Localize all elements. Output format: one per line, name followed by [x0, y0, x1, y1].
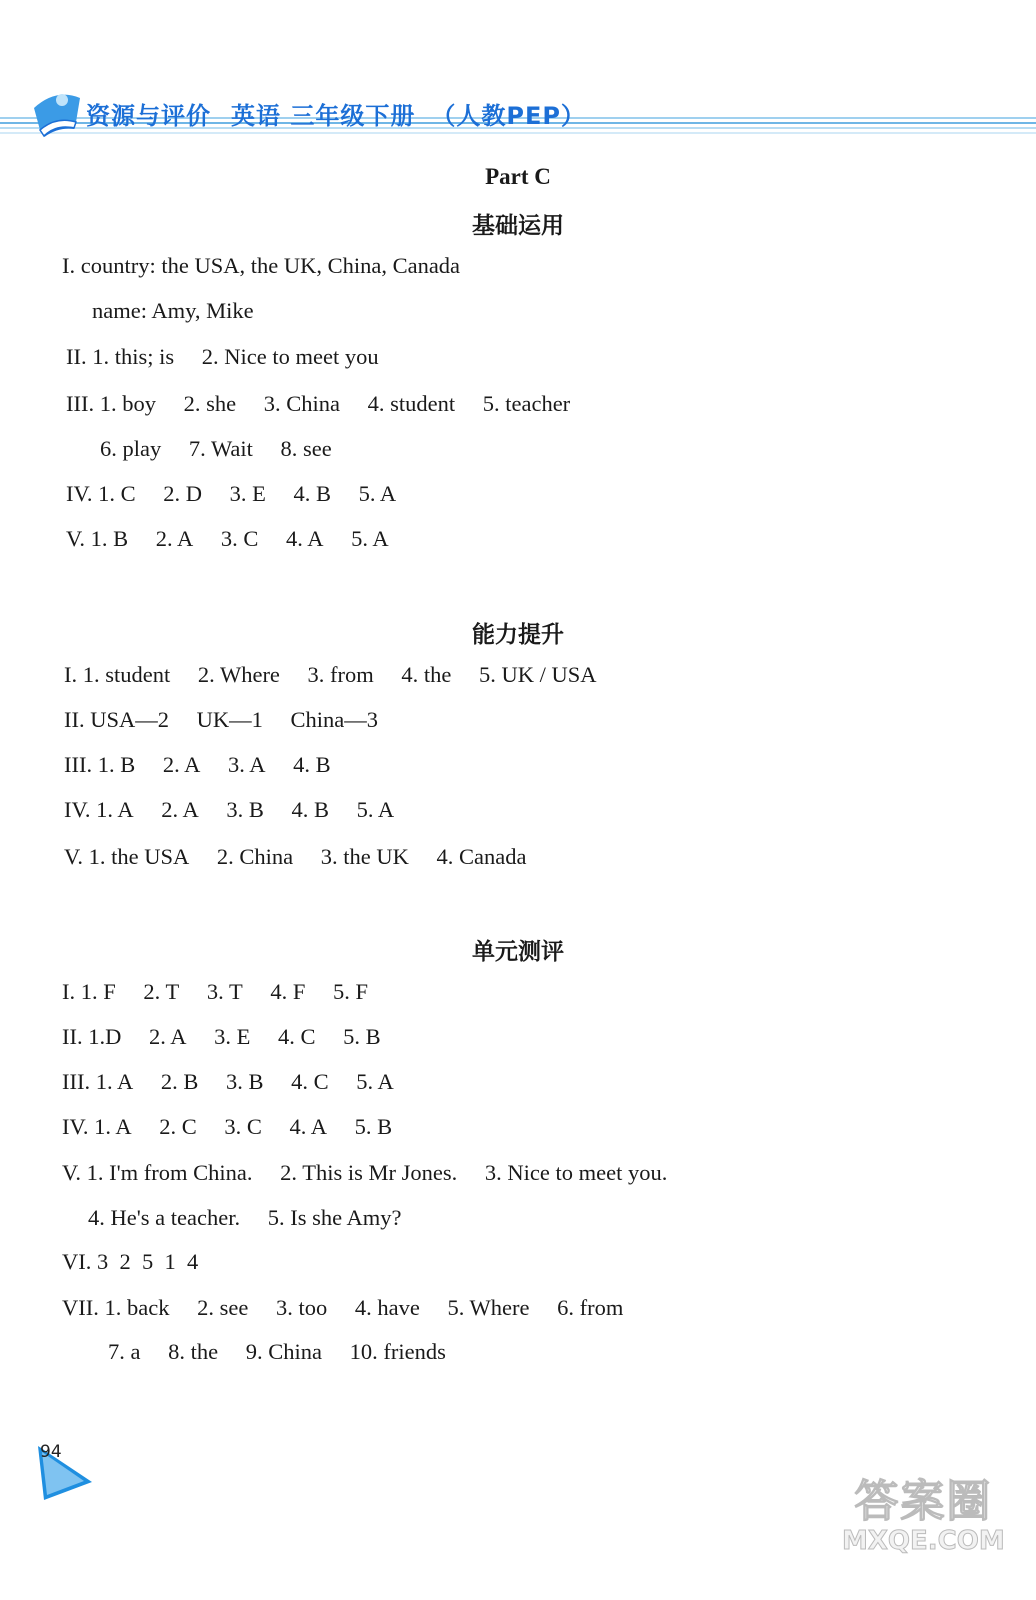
answer-item: 8. see: [280, 436, 332, 461]
answer-item: name: Amy, Mike: [92, 298, 254, 323]
answer-item: 4. have: [354, 1295, 420, 1320]
answer-item: 5. B: [343, 1024, 381, 1049]
answer-item: 2. A: [162, 752, 201, 777]
answer-item: 3. China: [263, 391, 340, 416]
answer-item: 3. E: [214, 1024, 251, 1049]
header-title: [86, 96, 586, 131]
answer-item: 4. the: [401, 662, 452, 687]
answer-line: [62, 978, 368, 1006]
answer-line: [64, 661, 597, 689]
watermark-en: MXQE.COM: [842, 1526, 1005, 1556]
answer-item: 5. B: [354, 1114, 393, 1139]
answer-item: 2. A: [155, 526, 194, 551]
answer-item: 3. E: [229, 481, 266, 506]
answer-item: 2. China: [216, 844, 294, 869]
answer-line: [66, 480, 396, 508]
answer-item: III. 1. boy: [66, 391, 156, 416]
answer-line: [100, 435, 332, 463]
answer-item: 2. Nice to meet you: [201, 344, 379, 369]
answer-item: 2. B: [160, 1069, 199, 1094]
watermark: [842, 1478, 1005, 1556]
answer-item: 4. He's a teacher.: [88, 1205, 241, 1230]
answer-item: III. 1. A: [62, 1069, 134, 1094]
answer-line: [66, 525, 389, 553]
answer-item: 4. B: [293, 752, 331, 777]
answer-line: [92, 297, 254, 325]
answer-item: 2. T: [143, 979, 180, 1004]
answer-item: I. country: the USA, the UK, China, Canada: [62, 253, 461, 278]
answer-item: II. 1. this; is: [66, 344, 175, 369]
answer-item: 6. play: [100, 436, 162, 461]
answer-line: [62, 1023, 381, 1051]
page-header: [0, 78, 1036, 148]
answer-item: 10. friends: [349, 1339, 446, 1364]
answer-item: I. 1. student: [64, 662, 171, 687]
answer-line: [66, 390, 570, 418]
answer-item: V. 1. the USA: [64, 844, 190, 869]
answer-item: 3. too: [275, 1295, 328, 1320]
answer-item: 3. A: [228, 752, 266, 777]
section-title-advanced: 能力提升: [472, 622, 564, 647]
answer-item: 2. she: [183, 391, 237, 416]
section-title-basic: 基础运用: [472, 213, 564, 238]
answer-item: 7. a: [108, 1339, 141, 1364]
answer-item: 5. UK / USA: [479, 662, 597, 687]
answer-item: 7. Wait: [188, 436, 253, 461]
edition: （人教PEP）: [431, 102, 586, 130]
watermark-cn: 答案圈: [854, 1476, 993, 1527]
answer-item: 4. B: [291, 797, 330, 822]
answer-item: V. 1. I'm from China.: [62, 1160, 253, 1185]
answer-item: II. 1.D: [62, 1024, 122, 1049]
answer-item: IV. 1. A: [64, 797, 134, 822]
answer-item: 3. B: [226, 797, 264, 822]
subject-grade: 英语 三年级下册: [231, 102, 416, 130]
answer-item: China—3: [290, 707, 378, 732]
part-title: Part C: [485, 164, 551, 189]
answer-item: 5. A: [356, 797, 395, 822]
answer-line: [88, 1204, 401, 1232]
answer-item: 3. from: [307, 662, 374, 687]
answer-item: 4. C: [291, 1069, 329, 1094]
answer-line: [64, 796, 394, 824]
answer-item: 2. A: [161, 797, 199, 822]
answer-item: 4. student: [367, 391, 456, 416]
answer-item: 2. C: [159, 1114, 197, 1139]
answer-item: UK—1: [196, 707, 263, 732]
answer-line: [66, 343, 379, 371]
answer-item: III. 1. B: [64, 752, 136, 777]
answer-line: [62, 1159, 667, 1187]
answer-item: 5. Where: [447, 1295, 530, 1320]
answer-item: 5. A: [351, 526, 389, 551]
answer-line: [62, 1248, 198, 1276]
answer-line: [64, 706, 378, 734]
answer-item: 3. the UK: [320, 844, 409, 869]
answer-line: [62, 252, 460, 280]
answer-item: 3. C: [220, 526, 259, 551]
answer-item: 3. T: [206, 979, 243, 1004]
answer-item: V. 1. B: [66, 526, 129, 551]
answer-line: [64, 751, 331, 779]
answer-item: 3. Nice to meet you.: [484, 1160, 668, 1185]
answer-line: [62, 1294, 623, 1322]
answer-item: VI. 3 2 5 1 4: [62, 1249, 199, 1274]
page-number: 94: [40, 1442, 62, 1462]
answer-item: I. 1. F: [62, 979, 116, 1004]
book-logo-icon: [34, 94, 80, 136]
answer-item: IV. 1. C: [66, 481, 136, 506]
answer-item: 5. A: [358, 481, 397, 506]
answer-item: VII. 1. back: [62, 1295, 170, 1320]
answer-item: 2. Where: [197, 662, 280, 687]
answer-item: 2. This is Mr Jones.: [280, 1160, 458, 1185]
answer-item: IV. 1. A: [62, 1114, 132, 1139]
answer-item: 3. C: [224, 1114, 262, 1139]
answer-item: 6. from: [557, 1295, 624, 1320]
answer-item: 8. the: [168, 1339, 219, 1364]
answer-item: 4. A: [289, 1114, 328, 1139]
section-title-unit-test: 单元测评: [472, 939, 564, 964]
answer-item: 2. A: [148, 1024, 187, 1049]
answer-line: [62, 1113, 392, 1141]
answer-item: 4. F: [270, 979, 306, 1004]
answer-item: 3. B: [226, 1069, 264, 1094]
answer-item: 9. China: [245, 1339, 322, 1364]
answer-item: 2. see: [197, 1295, 249, 1320]
answer-item: 2. D: [163, 481, 202, 506]
answer-item: II. USA—2: [64, 707, 169, 732]
answer-item: 4. C: [278, 1024, 316, 1049]
answer-item: 4. A: [286, 526, 324, 551]
answer-line: [64, 843, 526, 871]
answer-line: [62, 1068, 394, 1096]
answer-item: 5. A: [356, 1069, 394, 1094]
answer-item: 4. B: [293, 481, 331, 506]
answer-item: 4. Canada: [436, 844, 527, 869]
answer-item: 5. Is she Amy?: [267, 1205, 402, 1230]
series-name: 资源与评价: [86, 102, 211, 130]
answer-item: 5. teacher: [482, 391, 571, 416]
answer-item: 5. F: [332, 979, 368, 1004]
answer-line: [108, 1338, 446, 1366]
